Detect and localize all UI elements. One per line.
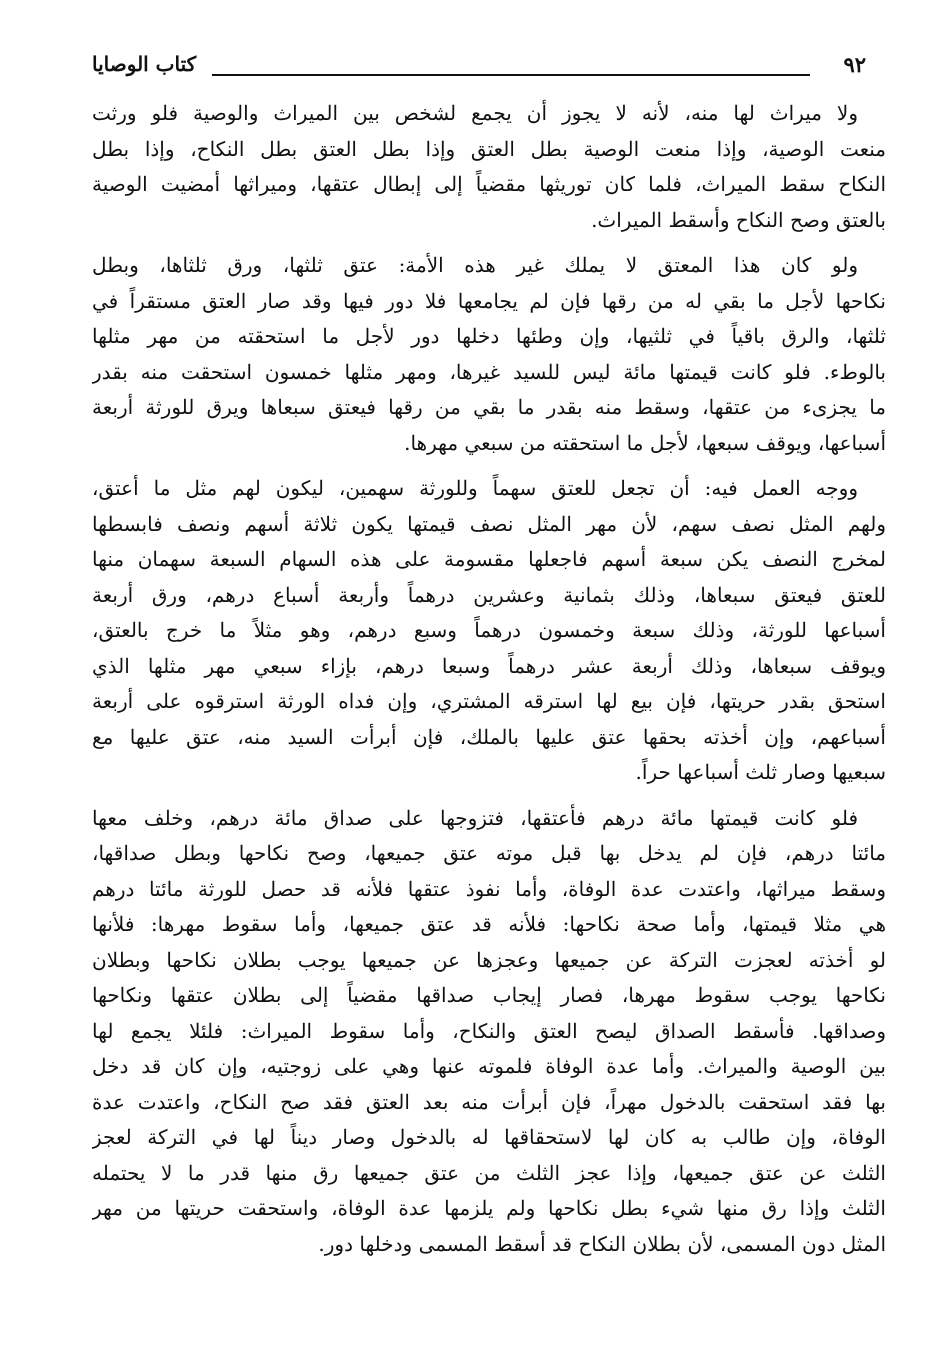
page-number: ٩٢: [843, 52, 866, 77]
text-line: مائتا درهم، فإن لم يدخل بها قبل موته عتق جميعها، وصح نكاحها وبطل صداقها،: [92, 841, 886, 865]
text-line: لو أخذته لعجزت التركة عن جميعها وعجزها عن جميعها يوجب بطلان نكاحها وبطلان: [92, 947, 886, 972]
paragraph: [92, 96, 886, 238]
header-rule: [212, 74, 810, 76]
text-line: أسباعها، ويوقف سبعها، لأجل ما استحقته من سبعي مهرها.: [404, 430, 886, 455]
text-line: ولا ميراث لها منه، لأنه لا يجوز أن يجمع لشخص بين الميراث والوصية فلو ورثت: [92, 101, 858, 125]
text-line: الوفاة، وإن طالب به كان لها لاستحقاقها له بالدخول وصار ديناً لها في التركة لعجز: [92, 1125, 886, 1149]
text-line: ووجه العمل فيه: أن تجعل للعتق سهماً وللورثة سهمين، ليكون لهم مثل ما أعتق،: [92, 476, 858, 500]
text-line: ويوقف سبعاها، وذلك أربعة عشر درهماً وسبعا درهم، بإزاء سبعي مهر مثلها الذي: [92, 653, 886, 678]
paragraph: [92, 471, 886, 791]
text-line: وسقط ميراثها، واعتدت عدة الوفاة، وأما نفوذ عتقها فلأنه قد حصل للورثة مائتا درهم: [92, 876, 886, 901]
paragraph: [92, 248, 886, 461]
text-line: ما يجزىء من عتقها، وسقط منه بقدر ما بقي من رقها فيعتق سبعاها ويرق للورثة أربعة: [92, 395, 886, 419]
text-line: للعتق فيعتق سبعاها، وذلك بثمانية وعشرين درهماً وأربعة أسباع درهم، ورق أربعة: [92, 582, 886, 607]
book-title: كتاب الوصايا: [92, 52, 197, 76]
text-line: لمخرج النصف يكن سبعة أسهم فاجعلها مقسومة على هذه السهام السبعة سهمان منها: [92, 547, 886, 571]
text-line: نكاحها لأجل ما بقي له من رقها فإن لم يجامعها فلا دور فيها وقد صار العتق مستقراً في: [92, 288, 886, 313]
text-line: بالوطء. فلو كانت قيمتها مائة ليس للسيد غيرها، ومهر مثلها خمسون استحقت منه بقدر: [92, 359, 886, 384]
running-header: [92, 52, 866, 86]
text-line: أسباعها للورثة، وذلك سبعة وخمسون درهماً وسبع درهم، وهو مثلاً ما خرج بالعتق،: [92, 618, 886, 642]
text-line: منعت الوصية، وإذا منعت الوصية بطل العتق وإذا بطل العتق بطل النكاح، وإذا بطل: [92, 136, 886, 161]
paragraph: [92, 801, 886, 1263]
text-line: سبعيها وصار ثلث أسباعها حراً.: [635, 760, 886, 784]
text-line: الثلث عن عتق جميعها، وإذا عجز الثلث من عتق جميعها رق منها قدر ما لا يحتمله: [92, 1160, 886, 1185]
text-line: استحق بقدر حريتها، فإن بيع لها استرقه المشتري، وإن فداه الورثة استرقوه على أربعة: [92, 689, 886, 713]
text-line: فلو كانت قيمتها مائة درهم فأعتقها، فتزوجها على صداق مائة درهم، وخلف معها: [92, 805, 858, 830]
text-line: ولو كان هذا المعتق لا يملك غير هذه الأمة: عتق ثلثها، ورق ثلثاها، وبطل: [92, 253, 858, 277]
text-line: وصداقها. فأسقط الصداق ليصح العتق والنكاح، وأما سقوط الميراث: فلئلا يجمع لها: [92, 1018, 886, 1043]
text-line: بين الوصية والميراث. وأما عدة الوفاة فلموته عنها وهي على زوجتيه، وإن كان قد دخل: [92, 1054, 886, 1078]
text-line: أسباعهم، وإن أخذته بحقها عتق عليها بالملك، فإن أبرأت السيد منه، عتق عليها مع: [92, 724, 886, 749]
page-body: [92, 96, 886, 1272]
text-line: المثل دون المسمى، لأن بطلان النكاح قد أسقط المسمى ودخلها دور.: [318, 1231, 886, 1256]
text-line: نكاحها يوجب سقوط مهرها، فصار إيجاب صداقها مقضياً إلى بطلان عتقها ونكاحها: [92, 983, 886, 1007]
text-line: بالعتق وصح النكاح وأسقط الميراث.: [591, 207, 886, 232]
text-line: الثلث وإذا رق منها شيء بطل نكاحها ولم يلزمها عدة الوفاة، واستحقت حريتها من مهر: [92, 1196, 886, 1220]
text-line: ولهم المثل نصف سهم، لأن مهر المثل نصف قيمتها يكون ثلاثة أسهم ونصف فابسطها: [92, 511, 886, 536]
text-line: بها فقد استحقت بالدخول مهراً، فإن أبرأت منه بعد العتق فقد صح النكاح، واعتدت عدة: [92, 1089, 886, 1114]
text-line: النكاح سقط الميراث، فلما كان توريثها مقضياً إلى إبطال عتقها، وميراثها أمضيت الوصية: [92, 172, 886, 196]
text-line: هي مثلا قيمتها، وأما صحة نكاحها: فلأنه قد عتق جميعها، وأما سقوط مهرها: فلأنها: [92, 912, 886, 936]
text-line: ثلثها، والرق باقياً في ثلثيها، وإن وطئها دخلها دور لأجل ما استحقته من مهر مثلها: [92, 324, 886, 348]
